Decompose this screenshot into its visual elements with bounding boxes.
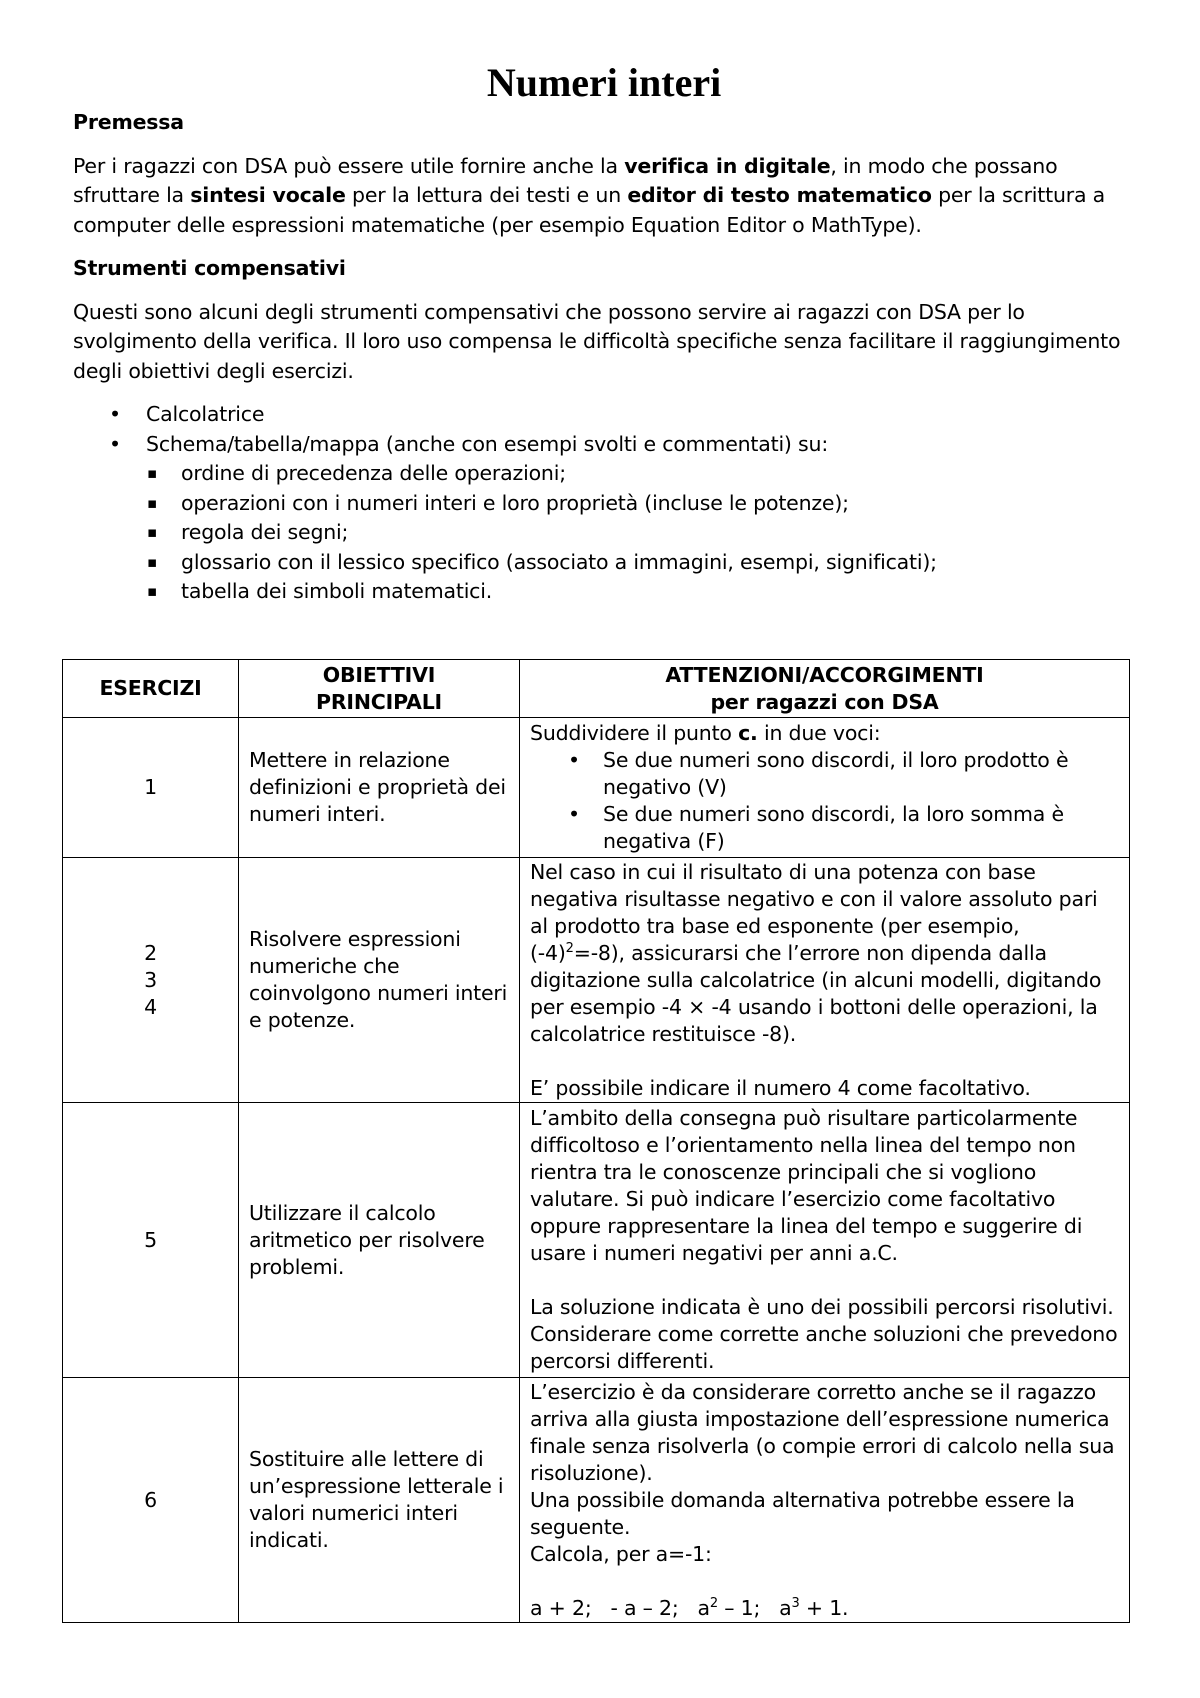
row4-number: 6	[63, 1378, 239, 1623]
row3-text-a: L’ambito della consegna può risultare particolarmente difficoltoso e l’orientamento nella linea del tempo non rientra tra le conoscenze principali che si vogliono valutare. Si può indicare l’esercizio come facoltativo oppure rappresentare la linea del tempo e suggerire di usare i numeri negativi per anni a.C.	[530, 1106, 1083, 1265]
row3-number: 5	[63, 1103, 239, 1378]
row4-expr-2: – 1; a	[717, 1595, 792, 1620]
row3-text-b: La soluzione indicata è uno dei possibili percorsi risolutivi. Considerare come corrette anche soluzioni che prevedono percorsi differenti.	[530, 1295, 1118, 1373]
row4-text-a: L’esercizio è da considerare corretto anche se il ragazzo arriva alla giusta impostazione dell’espressione numerica finale senza risolverla (o compie errori di calcolo nella sua risoluzione).	[530, 1379, 1115, 1485]
sublist-item: ▪ operazioni con i numeri interi e loro proprietà (incluse le potenze);	[73, 489, 1133, 519]
header-esercizi: ESERCIZI	[63, 660, 239, 718]
header-attenzioni	[520, 660, 1130, 718]
exercises-table	[62, 659, 1130, 1623]
header-attenzioni-line1: ATTENZIONI/ACCORGIMENTI	[665, 662, 984, 687]
premessa-text-4: per la scrittura a computer delle espressioni matematiche (per esempio Equation Editor o MathType).	[73, 183, 1106, 237]
sublist-item: ▪ glossario con il lessico specifico (associato a immagini, esempi, significati);	[73, 548, 1133, 578]
row4-expr-sup1: 2	[709, 1595, 718, 1611]
row1-number: 1	[63, 718, 239, 858]
sublist-item: ▪ regola dei segni;	[73, 518, 1133, 548]
premessa-text-2: , in modo che possano sfruttare la	[73, 153, 1058, 207]
table-row	[63, 718, 1130, 858]
table-row	[63, 1378, 1130, 1623]
list-item: • Schema/tabella/mappa (anche con esempi svolti e commentati) su:	[73, 430, 1133, 460]
premessa-bold-1: verifica in digitale	[624, 153, 831, 178]
table-row	[63, 858, 1130, 1103]
header-obiettivi-line1: OBIETTIVI	[322, 662, 436, 687]
header-obiettivi	[239, 660, 520, 718]
table-row	[63, 1103, 1130, 1378]
premessa-text-1: Per i ragazzi con DSA può essere utile fornire anche la	[73, 153, 625, 178]
row2-numbers	[63, 858, 239, 1103]
row4-expr-3: + 1.	[799, 1595, 849, 1620]
strumenti-heading: Strumenti compensativi	[73, 256, 346, 280]
row2-superscript: 2	[565, 940, 574, 956]
row2-number: 2	[144, 940, 157, 965]
row2-text-a: Nel caso in cui il risultato di una potenza con base negativa risultasse negativo e con il valore assoluto pari al prodotto tra base ed esponente (per esempio, (-4)	[530, 859, 1098, 965]
row1-intro-a: Suddividere il punto	[530, 721, 739, 745]
row1-bullet: • Se due numeri sono discordi, la loro somma è negativa (F)	[530, 801, 1119, 855]
premessa-paragraph	[73, 152, 1133, 241]
row4-expr-sup2: 3	[791, 1595, 800, 1611]
row1-bullets	[530, 747, 1119, 855]
row3-objective: Utilizzare il calcolo aritmetico per risolvere problemi.	[239, 1103, 520, 1378]
row2-notes	[520, 858, 1130, 1103]
table-header-row	[63, 660, 1130, 718]
row3-notes	[520, 1103, 1130, 1378]
strumenti-sublist	[73, 459, 1133, 607]
row1-intro-b: in due voci:	[757, 721, 881, 745]
premessa-bold-3: editor di testo matematico	[627, 183, 932, 207]
strumenti-list	[73, 400, 1133, 459]
premessa-heading: Premessa	[73, 110, 184, 134]
header-attenzioni-line2: per ragazzi con DSA	[710, 689, 939, 714]
row4-expression	[530, 1595, 1119, 1622]
row4-text-c: Calcola, per a=-1:	[530, 1541, 712, 1566]
row2-paragraph	[530, 859, 1119, 1048]
row1-bullet: • Se due numeri sono discordi, il loro prodotto è negativo (V)	[530, 747, 1119, 801]
row1-objective: Mettere in relazione definizioni e proprietà dei numeri interi.	[239, 718, 520, 858]
row4-text-b: Una possibile domanda alternativa potrebbe essere la seguente.	[530, 1487, 1075, 1539]
intro-section	[73, 108, 1133, 607]
row4-expr-1: a + 2; - a – 2; a	[530, 1595, 710, 1620]
premessa-text-3: per la lettura dei testi e un	[345, 183, 628, 207]
list-item: • Calcolatrice	[73, 400, 1133, 430]
header-obiettivi-line2: PRINCIPALI	[316, 689, 442, 714]
row1-intro-bold: c.	[738, 721, 758, 745]
row2-text-c: E’ possibile indicare il numero 4 come facoltativo.	[530, 1075, 1031, 1100]
sublist-item: ▪ ordine di precedenza delle operazioni;	[73, 459, 1133, 489]
row2-number: 4	[144, 994, 157, 1019]
row2-objective: Risolvere espressioni numeriche che coinvolgono numeri interi e potenze.	[239, 858, 520, 1103]
strumenti-intro: Questi sono alcuni degli strumenti compensativi che possono servire ai ragazzi con DSA per lo svolgimento della verifica. Il loro uso compensa le difficoltà specifiche senza facilitare il raggiungimento degli obiettivi degli esercizi.	[73, 299, 1121, 383]
premessa-bold-2: sintesi vocale	[190, 183, 346, 207]
row2-number: 3	[144, 967, 157, 992]
row1-notes	[520, 718, 1130, 858]
page-title: Numeri interi	[486, 60, 722, 105]
row4-notes	[520, 1378, 1130, 1623]
row1-intro	[530, 720, 1119, 747]
row4-objective: Sostituire alle lettere di un’espressione letterale i valori numerici interi indicati.	[239, 1378, 520, 1623]
row2-text-b: =-8), assicurarsi che l’errore non dipenda dalla digitazione sulla calcolatrice (in alcuni modelli, digitando per esempio -4 × -4 usando i bottoni delle operazioni, la calcolatrice restituisce -8).	[530, 940, 1102, 1046]
sublist-item: ▪ tabella dei simboli matematici.	[73, 577, 1133, 607]
